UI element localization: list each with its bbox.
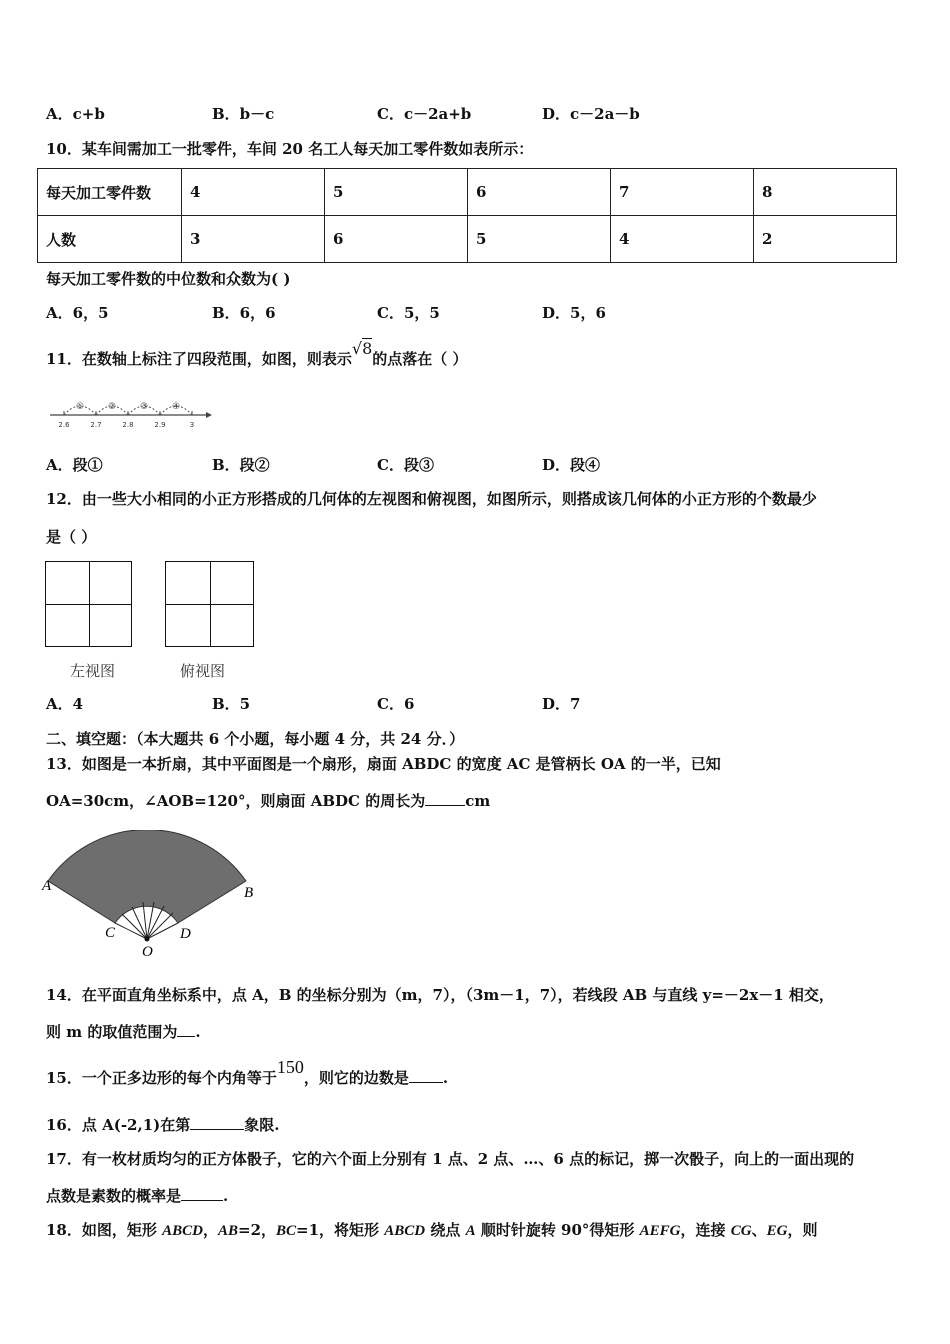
math-run: BC (276, 1223, 297, 1239)
answer-blank (190, 1117, 244, 1130)
table-cell: 3 (182, 216, 325, 263)
q15-stem (46, 1057, 449, 1088)
q13-stem-line1: 13．如图是一本折扇，其中平面图是一个扇形，扇面 ABDC 的宽度 AC 是管柄长 OA 的一半，已知 (46, 755, 721, 773)
table-cell: 4 (611, 216, 754, 263)
q11-stem-post: 的点落在（ ） (372, 350, 468, 368)
math-run: AB (217, 1223, 238, 1239)
option-c: C．段③ (377, 456, 434, 474)
option-b: B．b－c (212, 105, 275, 123)
q17-stem-post: . (223, 1187, 229, 1205)
option-b: B．5 (212, 695, 251, 713)
table-cell: 8 (754, 169, 897, 216)
option-c: C．6 (377, 695, 415, 713)
q16-stem (46, 1114, 280, 1135)
text-run: 18．如图，矩形 (46, 1221, 163, 1239)
radicand: 8 (362, 339, 373, 358)
tick-label: 2.6 (58, 421, 70, 429)
option-b: B．段② (212, 456, 270, 474)
option-d: D．段④ (542, 456, 601, 474)
q16-stem-post: 象限. (244, 1116, 280, 1134)
tick-label: 2.7 (90, 421, 102, 429)
q16-stem-pre: 16．点 A(-2,1)在第 (46, 1116, 191, 1134)
math-run: ABCD (162, 1223, 203, 1239)
left-view-grid (45, 561, 132, 647)
math-run: AEFG (639, 1223, 681, 1239)
option-d: D．5，6 (542, 304, 606, 322)
table-cell: 5 (468, 216, 611, 263)
q10-table (37, 168, 897, 263)
axis-arrow (206, 412, 212, 418)
math-run: A (465, 1223, 476, 1239)
number-line-figure (46, 398, 216, 432)
option-a: A．4 (46, 695, 84, 713)
text-run: ， (202, 1221, 218, 1239)
tick-label: 2.8 (122, 421, 134, 429)
table-cell: 4 (182, 169, 325, 216)
pivot-point (145, 937, 150, 942)
q14-stem-line1: 14．在平面直角坐标系中，点 A，B 的坐标分别为（m，7），（3m－1，7），若线段 AB 与直线 y=－2x－1 相交， (46, 986, 834, 1004)
text-run: ，连接 (680, 1221, 731, 1239)
folding-fan-figure (40, 830, 262, 960)
segment-label: ③ (139, 402, 149, 412)
q14-stem-post: . (195, 1023, 201, 1041)
math-run: EG (766, 1223, 788, 1239)
q13-stem-line2 (46, 790, 490, 811)
q17-stem-pre: 点数是素数的概率是 (46, 1187, 182, 1205)
q10-stem: 10．某车间需加工一批零件，车间 20 名工人每天加工零件数如表所示： (46, 140, 534, 158)
text-run: ，则 (787, 1221, 818, 1239)
text-run: 绕点 (425, 1221, 466, 1239)
table-cell: 每天加工零件数 (38, 169, 182, 216)
q18-stem (46, 1219, 817, 1240)
top-view-grid (165, 561, 254, 647)
q15-end: . (442, 1069, 449, 1087)
q17-stem-line1: 17．有一枚材质均匀的正方体骰子，它的六个面上分别有 1 点、2 点、…、6 点的标记，掷一次骰子，向上的一面出现的 (46, 1150, 855, 1168)
left-view-caption: 左视图 (70, 662, 116, 680)
q10-ask: 每天加工零件数的中位数和众数为( ) (46, 270, 291, 288)
table-row (38, 169, 897, 216)
answer-blank (177, 1024, 195, 1037)
option-a: A．6，5 (46, 304, 109, 322)
sqrt-symbol: √8 (351, 339, 373, 358)
table-cell: 6 (468, 169, 611, 216)
tick-label: 2.9 (154, 421, 166, 429)
q14-stem-pre: 则 m 的取值范围为 (46, 1023, 178, 1041)
text-run: 顺时针旋转 90°得矩形 (475, 1221, 640, 1239)
option-a: A．c+b (46, 105, 105, 123)
label-o: O (142, 944, 153, 960)
q15-stem-pre: 15．一个正多边形的每个内角等于 (46, 1069, 277, 1087)
text-run: =1，将矩形 (296, 1221, 385, 1239)
label-d: D (180, 926, 191, 942)
answer-blank (425, 793, 465, 806)
answer-blank (409, 1070, 443, 1083)
table-cell: 5 (325, 169, 468, 216)
table-cell: 2 (754, 216, 897, 263)
label-a: A (42, 878, 52, 894)
table-cell: 人数 (38, 216, 182, 263)
option-d: D．7 (542, 695, 581, 713)
q12-stem-line2: 是（ ） (46, 528, 97, 546)
math-run: CG (730, 1223, 752, 1239)
q11-stem-pre: 11．在数轴上标注了四段范围，如图，则表示 (46, 350, 352, 368)
table-cell: 7 (611, 169, 754, 216)
option-c: C．5，5 (377, 304, 440, 322)
q12-stem-line1: 12．由一些大小相同的小正方形搭成的几何体的左视图和俯视图，如图所示，则搭成该几何体的小正方形的个数最少 (46, 490, 817, 508)
answer-blank (181, 1188, 223, 1201)
text-run: =2， (238, 1221, 277, 1239)
option-c: C．c－2a+b (377, 105, 472, 123)
label-c: C (105, 925, 116, 941)
option-a: A．段① (46, 456, 103, 474)
q13-stem-post: cm (465, 792, 491, 810)
option-b: B．6，6 (212, 304, 276, 322)
math-run: ABCD (384, 1223, 426, 1239)
q14-stem-line2 (46, 1021, 201, 1042)
table-cell: 6 (325, 216, 468, 263)
label-b: B (244, 885, 254, 901)
q17-stem-line2 (46, 1185, 228, 1206)
segment-label: ① (75, 402, 85, 412)
segment-label: ② (107, 402, 117, 412)
fan-face (48, 830, 246, 923)
segment-label: ④ (171, 402, 181, 412)
q11-stem (46, 339, 468, 369)
q15-stem-post: ，则它的边数是 (303, 1069, 409, 1087)
q13-stem-pre: OA=30cm，∠AOB=120°，则扇面 ABDC 的周长为 (46, 792, 426, 810)
text-run: 、 (751, 1221, 767, 1239)
option-d: D．c－2a－b (542, 105, 640, 123)
angle-value: 150 (276, 1057, 304, 1077)
section-heading: 二、填空题：（本大题共 6 个小题，每小题 4 分，共 24 分．） (46, 730, 465, 748)
top-view-caption: 俯视图 (180, 662, 226, 680)
table-row (38, 216, 897, 263)
tick-label: 3 (189, 421, 195, 429)
